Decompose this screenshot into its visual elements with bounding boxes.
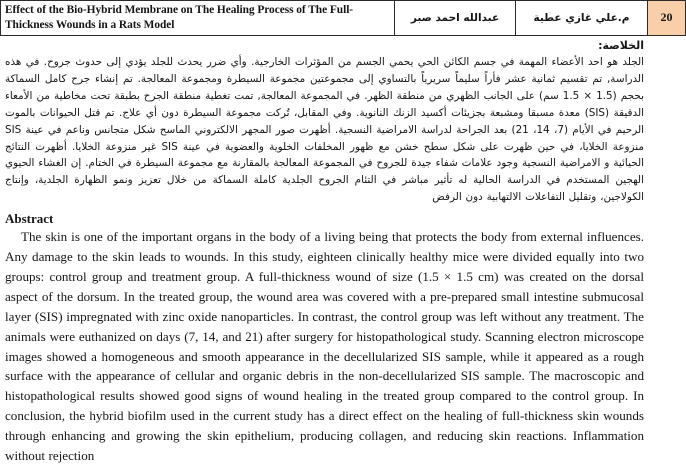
running-head-table <box>0 0 686 36</box>
table-row <box>1 1 686 36</box>
arabic-abstract-heading: الخلاصة: <box>598 39 644 53</box>
page-number-cell: 20 <box>648 1 686 36</box>
english-abstract-heading: Abstract <box>5 210 54 226</box>
english-abstract-section <box>0 212 649 466</box>
arabic-abstract-section <box>0 36 649 206</box>
article-title-cell: Effect of the Bio-Hybrid Membrane on The Healing Process of The Full-Thickness Wounds in a Rats Model <box>1 1 395 36</box>
author-left-cell: عبدالله احمد صبر <box>395 1 516 36</box>
english-abstract-body: The skin is one of the important organs in the body of a living being that protects the body from external influences. Any damage to the skin leads to wounds. In this study, eighteen clinically healthy mice were divided equally into two groups: control group and treatment group. A full-thickness wound of size (1.5 × 1.5 cm) was created on the dorsal aspect of the dorsum. In the treated group, the wound area was covered with a pre-prepared small intestine submucosal layer (SIS) impregnated with zinc oxide nanoparticles. In contrast, the control group was left without any treatment. The animals were euthanized on days (7, 14, and 21) after surgery for histopathological study. Scanning electron microscope images showed a homogeneous and smooth appearance in the decellularized SIS sample, while it appeared as a rough surface with the appearance of cellular and organic debris in the non-decellularized SIS sample. The macroscopic and histopathological results showed good signs of wound healing in the treated group compared to the control group. In conclusion, the hybrid biofilm used in the current study has a direct effect on the healing of full-thickness skin wounds through enhancing and growing the skin epithelium, producing collagen, and reducing skin reactions. Inflammation without rejection <box>5 229 644 463</box>
arabic-abstract-body: الجلد هو احد الأعضاء المهمة في جسم الكائن الحي يحمي الجسم من المؤثرات الخارجية. وأي ضرر يحدث للجلد يؤدي إلى حدوث جروح. في هذه الدراسة, تم تقسيم ثمانية عشر فأراً سليماً سريرياً بالتساوي إلى مجموعتين مجموعة السيطرة ومجموعة المعالجة. تم إنشاء جرح كامل السماكة بحجم (1.5 × 1.5 سم) على الجانب الظهري من منطقة الظهر. في المجموعة المعالجة, تمت تغطية منطقة الجرح بطبقة تحت مخاطية من الأمعاء الدقيقة (SIS) معدة مسبقا ومشبعة بجزيئات أكسيد الزنك النانوية. وفي المقابل، تُركت مجموعة السيطرة دون أي علاج. تم قتل الحيوانات بالموت الرحيم في الأيام (7، 14، 21) بعد الجراحة لدراسة الامراضية النسجية. أظهرت صور المجهر الالكتروني الماسح شكل متجانس وناعم في عينة SIS منزوعة الخلايا، في حين ظهرت على شكل سطح خشن مع ظهور المخلفات الخلوية والعضوية في عينة SIS غير منزوعة الخلايا. أظهرت النتائج الحيائية و الامراضية النسجية وجود علامات شفاء جيدة للجروح في المجموعة المعالجة بالمقارنة مع مجموعة السيطرة في الختام. إن الغشاء الحيوي الهجين المستخدم في الدراسة الحالية له تأثير مباشر في التئام الجروح الجلدية كاملة السماكة من خلال تعزيز ونمو الظهارة الجلدية، وإنتاج الكولاجين، وتقليل التفاعلات الالتهابية دون الرفض <box>5 56 644 204</box>
author-right-cell: م.علي غازي عطية <box>516 1 648 36</box>
